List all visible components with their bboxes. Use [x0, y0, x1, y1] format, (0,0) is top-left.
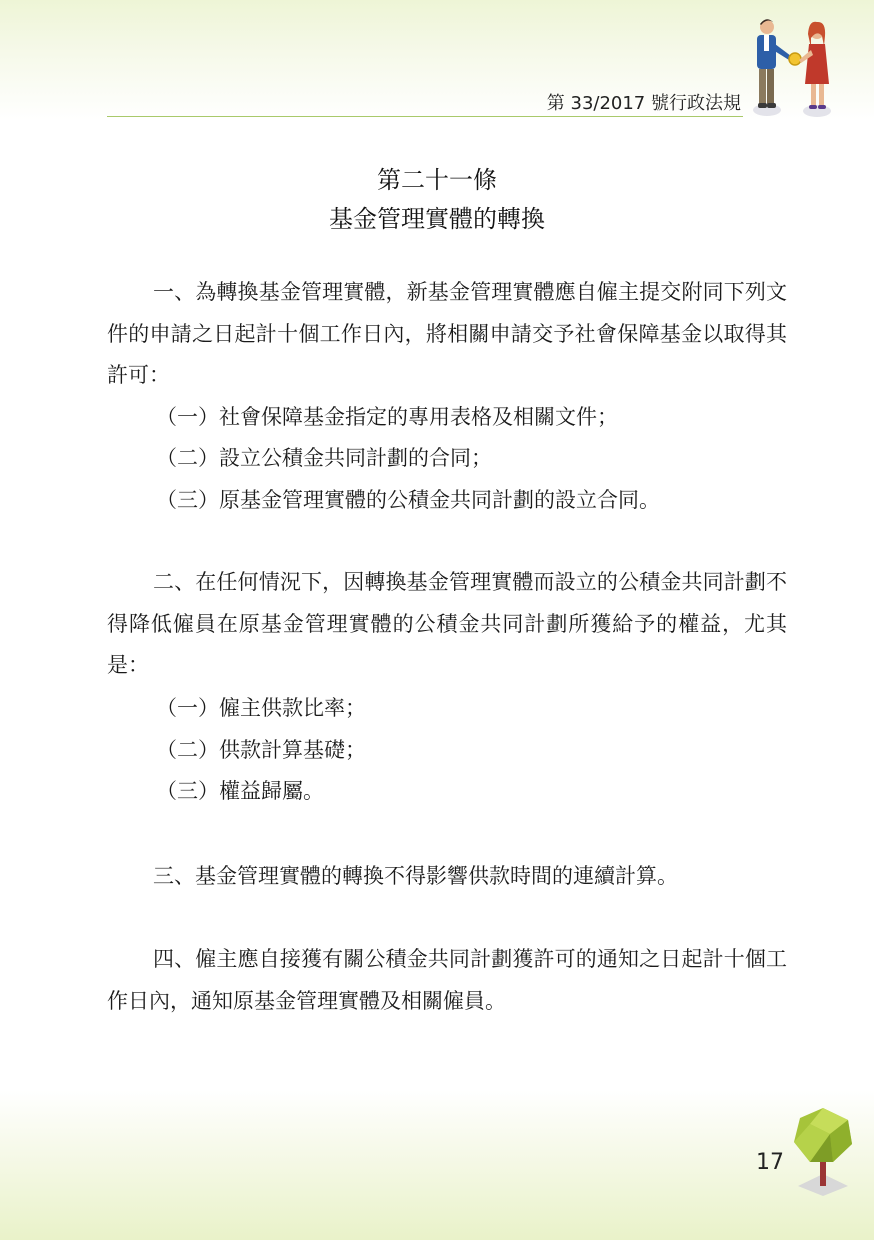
footer-background: [0, 1090, 874, 1240]
list-item: （二）供款計算基礎；: [156, 738, 366, 762]
header-background: [0, 0, 874, 120]
list-item: （二）設立公積金共同計劃的合同；: [156, 446, 492, 470]
list-item: （三）原基金管理實體的公積金共同計劃的設立合同。: [156, 488, 660, 512]
paragraph-2: 二、在任何情況下，因轉換基金管理實體而設立的公積金共同計劃不得降低僱員在原基金管理實體的公積金共同計劃所獲給予的權益，尤其是：: [107, 570, 787, 677]
header-title: 第 33/2017 號行政法規: [546, 93, 741, 114]
paragraph-3: 三、基金管理實體的轉換不得影響供款時間的連續計算。: [153, 864, 678, 888]
tree-icon: [788, 1106, 858, 1196]
list-item: （一）社會保障基金指定的專用表格及相關文件；: [156, 405, 618, 429]
page-number: 17: [756, 1150, 784, 1175]
article-number: 第二十一條: [377, 166, 497, 194]
list-item: （一）僱主供款比率；: [156, 696, 366, 720]
paragraph-1: 一、為轉換基金管理實體，新基金管理實體應自僱主提交附同下列文件的申請之日起計十個工作日內，將相關申請交予社會保障基金以取得其許可：: [107, 280, 787, 387]
paragraph-4: 四、僱主應自接獲有關公積金共同計劃獲許可的通知之日起計十個工作日內，通知原基金管理實體及相關僱員。: [107, 947, 787, 1013]
two-people-coin-illustration: [745, 14, 845, 124]
header-divider: [107, 116, 743, 117]
article-title: 基金管理實體的轉換: [329, 205, 545, 233]
list-item: （三）權益歸屬。: [156, 779, 324, 803]
